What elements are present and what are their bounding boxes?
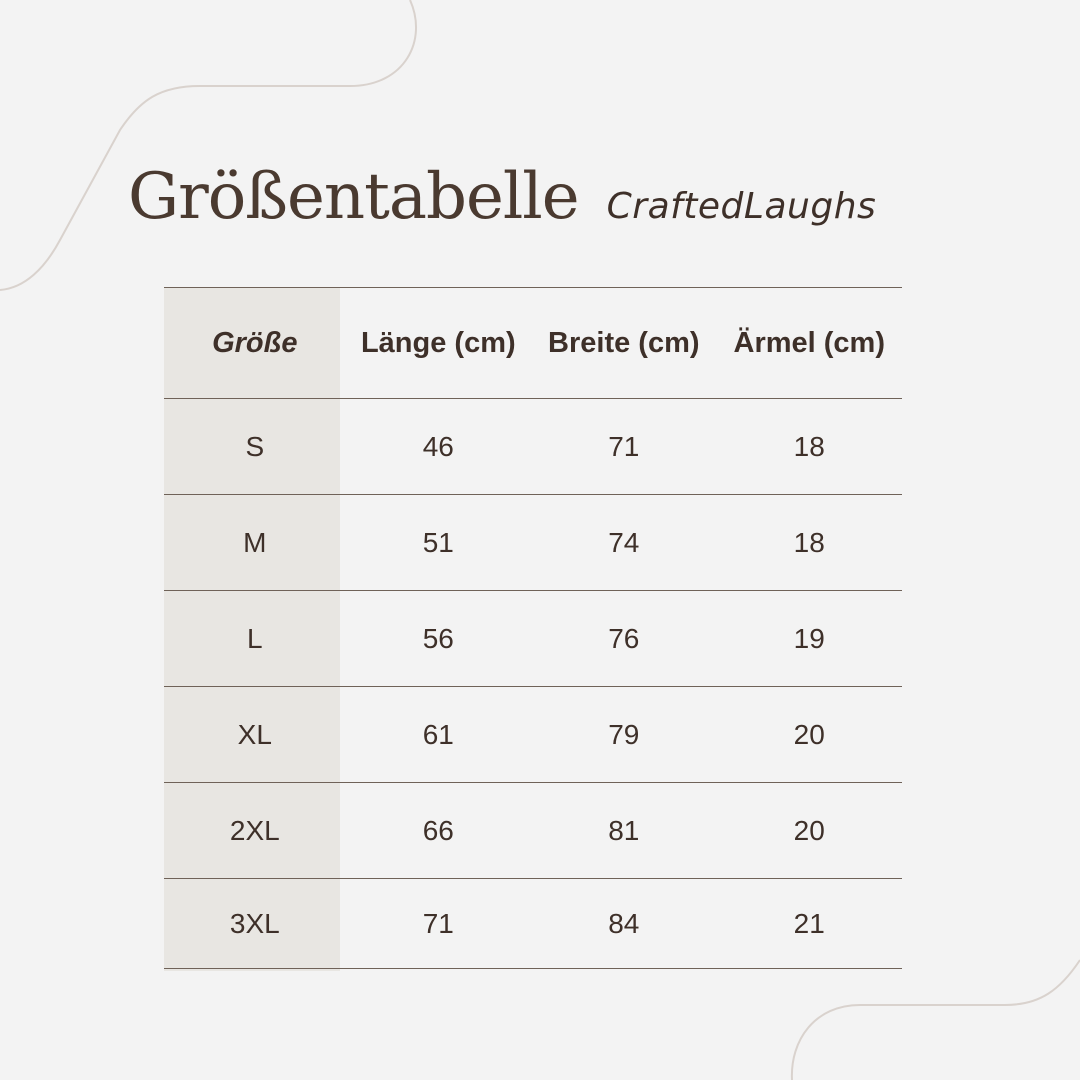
cell-length: 61 [422, 718, 454, 750]
title-row [128, 160, 876, 240]
cell-width: 84 [608, 907, 640, 939]
cell-size: M [243, 526, 267, 558]
header-sleeve: Ärmel (cm) [733, 326, 885, 359]
header-size: Größe [212, 326, 298, 359]
top-left-curve [0, 0, 416, 290]
table-row [164, 494, 902, 590]
cell-sleeve: 21 [793, 907, 825, 939]
header-length: Länge (cm) [360, 326, 516, 359]
cell-length: 66 [422, 814, 454, 846]
cell-width: 71 [608, 430, 640, 462]
cell-sleeve: 19 [793, 622, 825, 654]
header-width: Breite (cm) [548, 326, 700, 359]
size-table [164, 287, 902, 969]
table-row [164, 878, 902, 969]
cell-size: S [245, 430, 265, 462]
cell-size: 2XL [229, 814, 280, 846]
table-header-row [164, 287, 902, 398]
cell-length: 46 [422, 430, 454, 462]
cell-sleeve: 20 [793, 718, 825, 750]
cell-sleeve: 20 [793, 814, 825, 846]
cell-size: L [247, 622, 263, 654]
cell-size: 3XL [229, 907, 280, 939]
cell-width: 81 [608, 814, 640, 846]
cell-length: 56 [422, 622, 454, 654]
cell-size: XL [237, 718, 272, 750]
table-row [164, 782, 902, 878]
cell-sleeve: 18 [793, 430, 825, 462]
cell-length: 51 [422, 526, 454, 558]
cell-sleeve: 18 [793, 526, 825, 558]
cell-length: 71 [422, 907, 454, 939]
cell-width: 76 [608, 622, 640, 654]
bottom-right-curve [792, 960, 1080, 1080]
page-title: Größentabelle [128, 160, 579, 234]
table-row [164, 686, 902, 782]
cell-width: 74 [608, 526, 640, 558]
table-row [164, 590, 902, 686]
table-row [164, 398, 902, 494]
cell-width: 79 [608, 718, 640, 750]
brand-name: CraftedLaughs [606, 186, 877, 227]
